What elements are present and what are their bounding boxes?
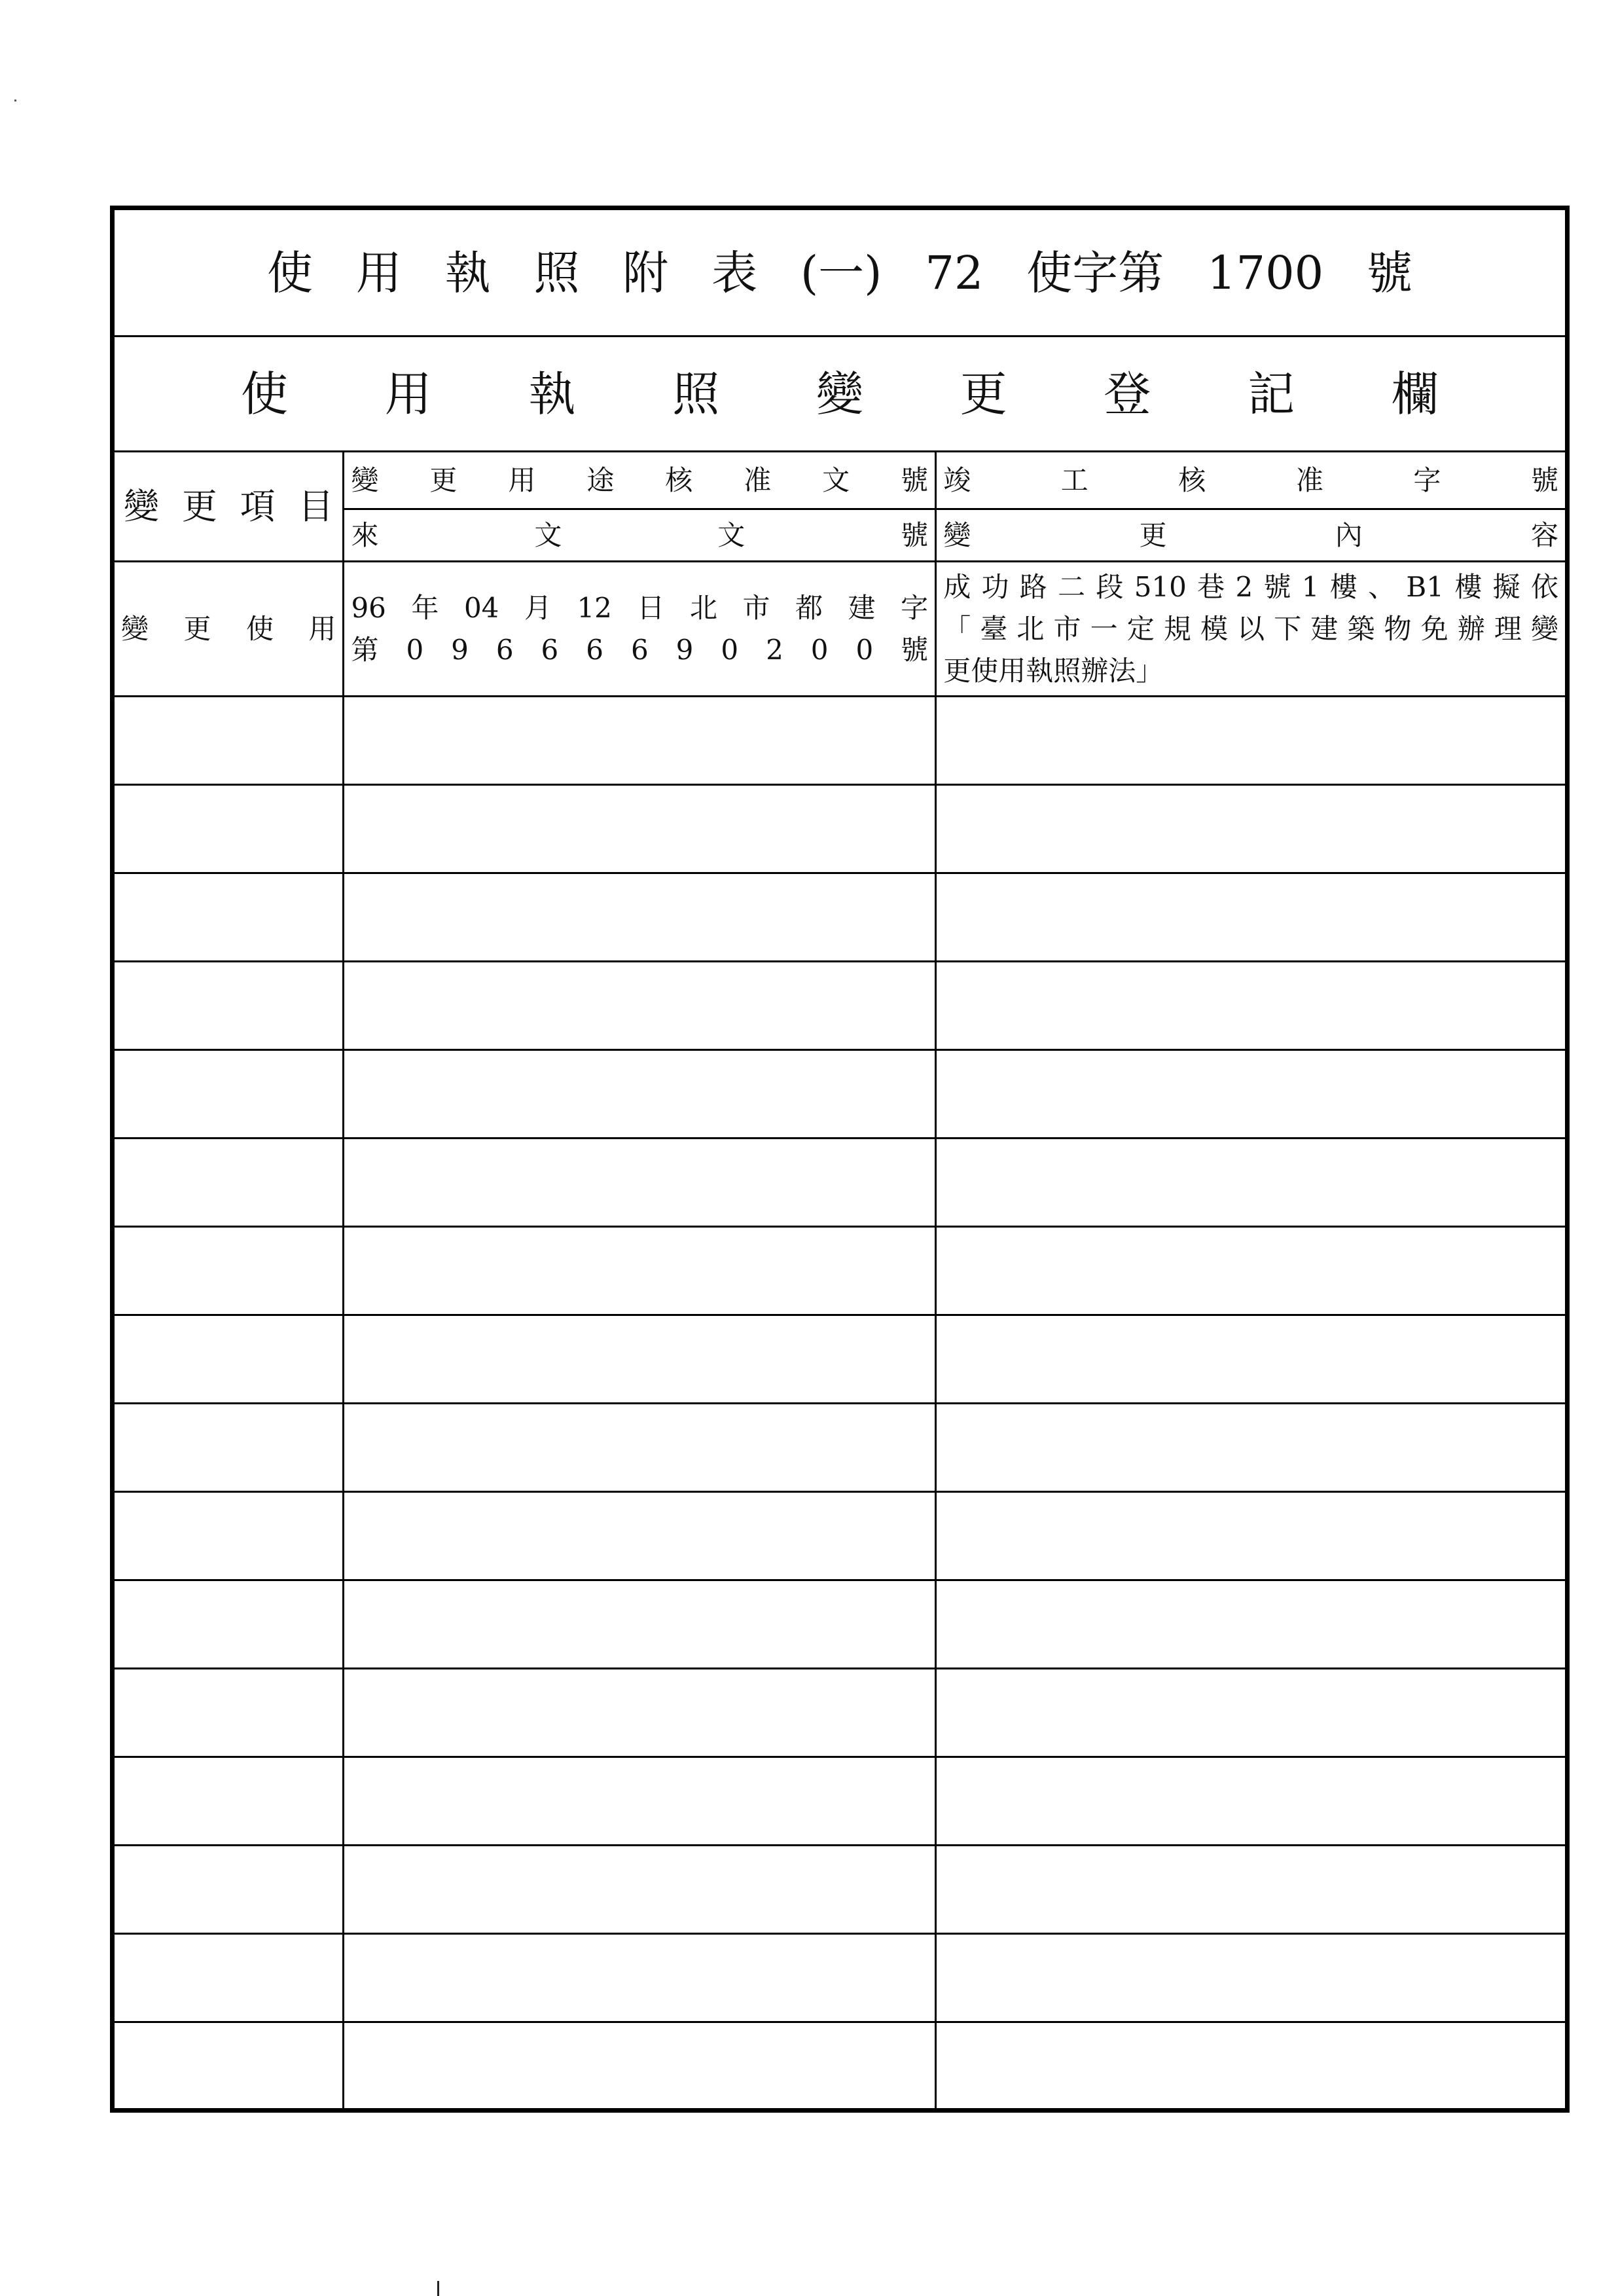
blank-cell <box>113 697 344 785</box>
glyph: 日 <box>637 591 665 624</box>
glyph: 6 <box>586 633 603 666</box>
blank-cell <box>113 1404 344 1492</box>
row-doc-no-cell <box>344 562 936 697</box>
glyph: 96 <box>351 591 386 624</box>
row-content-line-1 <box>943 566 1558 608</box>
glyph: 使字第 <box>1026 246 1164 300</box>
blank-cell <box>344 697 936 785</box>
header-row-1 <box>113 452 1568 509</box>
glyph: (一) <box>800 246 882 300</box>
glyph: 12 <box>577 591 612 624</box>
glyph: 樓 <box>1329 570 1357 603</box>
blank-cell <box>344 1139 936 1227</box>
title-row <box>113 208 1568 337</box>
glyph: 免 <box>1420 612 1448 645</box>
header-item-cell <box>113 452 344 562</box>
blank-cell <box>113 785 344 873</box>
scan-mark <box>437 2281 439 2296</box>
change-registration-table <box>110 206 1570 2113</box>
blank-row <box>113 1669 1568 1757</box>
blank-cell <box>936 1139 1568 1227</box>
glyph: 月 <box>524 591 552 624</box>
glyph: 更 <box>960 366 1007 422</box>
blank-cell <box>344 1934 936 2022</box>
header-completion-cell <box>936 452 1568 509</box>
glyph: 0 <box>721 633 739 666</box>
blank-cell <box>113 1139 344 1227</box>
glyph: 變 <box>816 366 863 422</box>
row-content-line-2 <box>943 608 1558 650</box>
glyph: 變 <box>1530 612 1558 645</box>
form-title <box>267 246 1412 300</box>
glyph: 來 <box>351 519 379 551</box>
subtitle-cell <box>113 337 1568 452</box>
title-cell <box>113 208 1568 337</box>
glyph: 510 <box>1134 570 1187 603</box>
blank-cell <box>113 962 344 1050</box>
header-change-content <box>943 519 1558 551</box>
glyph: 、 <box>1368 570 1396 603</box>
glyph: 工 <box>1060 464 1088 496</box>
glyph: 更 <box>429 464 458 496</box>
glyph: 文 <box>822 464 850 496</box>
blank-row <box>113 1139 1568 1227</box>
glyph: 定 <box>1126 612 1155 645</box>
blank-cell <box>936 1757 1568 1846</box>
glyph: 功 <box>981 570 1009 603</box>
glyph: 使 <box>241 366 289 422</box>
blank-cell <box>936 962 1568 1050</box>
glyph: 一 <box>1090 612 1118 645</box>
row-item-cell <box>113 562 344 697</box>
glyph: 北 <box>1016 612 1045 645</box>
blank-cell <box>113 1050 344 1139</box>
glyph: 市 <box>1053 612 1081 645</box>
blank-cell <box>344 1404 936 1492</box>
blank-row <box>113 1757 1568 1846</box>
glyph: B1 <box>1406 570 1444 603</box>
glyph: 辦 <box>1457 612 1485 645</box>
glyph: 樓 <box>1454 570 1483 603</box>
glyph: 成 <box>943 570 971 603</box>
glyph: 72 <box>925 246 984 300</box>
glyph: 更 <box>1139 519 1167 551</box>
glyph: 核 <box>1178 464 1206 496</box>
glyph: 記 <box>1248 366 1295 422</box>
blank-cell <box>113 1227 344 1315</box>
glyph: 用 <box>508 464 536 496</box>
glyph: 准 <box>1295 464 1323 496</box>
glyph: 竣 <box>943 464 971 496</box>
row-change-item <box>121 608 336 650</box>
blank-cell <box>344 1757 936 1846</box>
glyph: 用 <box>308 612 336 645</box>
glyph: 年 <box>411 591 439 624</box>
glyph: 內 <box>1335 519 1363 551</box>
glyph: 9 <box>675 633 694 666</box>
glyph: 號 <box>901 519 929 551</box>
blank-row <box>113 1404 1568 1492</box>
row-doc-no-line-1 <box>351 587 928 629</box>
glyph: 第 <box>351 633 379 666</box>
glyph: 理 <box>1494 612 1522 645</box>
glyph: 市 <box>742 591 770 624</box>
glyph: 號 <box>1530 464 1558 496</box>
blank-cell <box>113 873 344 962</box>
blank-cell <box>344 1315 936 1404</box>
blank-cell <box>936 1669 1568 1757</box>
blank-row <box>113 1315 1568 1404</box>
blank-cell <box>936 1050 1568 1139</box>
scan-speck <box>14 100 16 101</box>
blank-cell <box>344 962 936 1050</box>
glyph: 照 <box>533 246 580 300</box>
table-row <box>113 562 1568 697</box>
glyph: 號 <box>1263 570 1291 603</box>
blank-row <box>113 1227 1568 1315</box>
glyph: 字 <box>1413 464 1441 496</box>
blank-row <box>113 1492 1568 1580</box>
glyph: 6 <box>495 633 514 666</box>
glyph: 用 <box>384 366 432 422</box>
blank-cell <box>936 1315 1568 1404</box>
blank-row <box>113 873 1568 962</box>
glyph: 文 <box>717 519 746 551</box>
glyph: 1700 <box>1207 246 1324 300</box>
header-approval-doc-no <box>351 464 929 496</box>
glyph: 1 <box>1301 570 1320 603</box>
glyph: 途 <box>586 464 615 496</box>
glyph: 路 <box>1019 570 1047 603</box>
glyph: 變 <box>124 485 159 527</box>
glyph: 變 <box>121 612 149 645</box>
blank-cell <box>344 2022 936 2111</box>
glyph: 臺 <box>980 612 1008 645</box>
blank-row <box>113 697 1568 785</box>
glyph: 巷 <box>1197 570 1225 603</box>
glyph: 表 <box>711 246 758 300</box>
header-incoming-cell <box>344 509 936 562</box>
glyph: 准 <box>744 464 772 496</box>
blank-cell <box>113 1757 344 1846</box>
blank-cell <box>936 1580 1568 1669</box>
blank-cell <box>344 1846 936 1934</box>
blank-cell <box>344 1580 936 1669</box>
glyph: 附 <box>622 246 669 300</box>
row-content-line-3: 更使用執照辦法」 <box>943 654 1164 687</box>
glyph: 6 <box>630 633 649 666</box>
blank-row <box>113 1846 1568 1934</box>
glyph: 號 <box>901 633 929 666</box>
blank-cell <box>936 697 1568 785</box>
blank-cell <box>113 1492 344 1580</box>
row-doc-no-line-2 <box>351 629 928 671</box>
row-content-cell <box>936 562 1568 697</box>
header-incoming-doc-no <box>351 519 929 551</box>
glyph: 04 <box>463 591 499 624</box>
glyph: 照 <box>672 366 720 422</box>
blank-row <box>113 1050 1568 1139</box>
glyph: 0 <box>855 633 874 666</box>
blank-row <box>113 962 1568 1050</box>
glyph: 項 <box>240 485 276 527</box>
glyph: 使 <box>245 612 274 645</box>
glyph: 模 <box>1200 612 1228 645</box>
blank-cell <box>936 1404 1568 1492</box>
blank-cell <box>936 1846 1568 1934</box>
blank-cell <box>344 1050 936 1139</box>
glyph: 核 <box>665 464 693 496</box>
use-permit-change-form <box>110 206 1570 2113</box>
blank-cell <box>936 1934 1568 2022</box>
glyph: 字 <box>901 591 929 624</box>
blank-cell <box>936 1492 1568 1580</box>
blank-cell <box>113 1315 344 1404</box>
glyph: 9 <box>451 633 469 666</box>
subtitle-row <box>113 337 1568 452</box>
glyph: 「 <box>943 612 971 645</box>
blank-cell <box>936 873 1568 962</box>
glyph: 6 <box>541 633 559 666</box>
glyph: 更 <box>181 485 217 527</box>
blank-cell <box>344 785 936 873</box>
glyph: 執 <box>528 366 576 422</box>
glyph: 容 <box>1530 519 1558 551</box>
glyph: 物 <box>1384 612 1412 645</box>
blank-row <box>113 1934 1568 2022</box>
glyph: 欄 <box>1391 366 1439 422</box>
glyph: 以 <box>1237 612 1265 645</box>
glyph: 都 <box>795 591 823 624</box>
header-change-item <box>121 485 336 527</box>
blank-cell <box>344 1227 936 1315</box>
glyph: 使 <box>267 246 313 300</box>
blank-row <box>113 2022 1568 2111</box>
glyph: 建 <box>1310 612 1339 645</box>
glyph: 用 <box>355 246 402 300</box>
blank-row <box>113 785 1568 873</box>
header-completion-no <box>943 464 1558 496</box>
header-content-cell <box>936 509 1568 562</box>
blank-cell <box>344 873 936 962</box>
glyph: 號 <box>1366 246 1412 300</box>
glyph: 依 <box>1530 570 1558 603</box>
glyph: 執 <box>444 246 491 300</box>
glyph: 建 <box>848 591 876 624</box>
glyph: 2 <box>766 633 783 666</box>
blank-cell <box>113 2022 344 2111</box>
glyph: 0 <box>406 633 424 666</box>
glyph: 北 <box>689 591 717 624</box>
blank-cell <box>936 1227 1568 1315</box>
glyph: 2 <box>1235 570 1253 603</box>
blank-cell <box>936 2022 1568 2111</box>
blank-cell <box>936 785 1568 873</box>
glyph: 變 <box>943 519 971 551</box>
blank-cell <box>113 1580 344 1669</box>
blank-cell <box>344 1669 936 1757</box>
glyph: 登 <box>1104 366 1151 422</box>
blank-cell <box>113 1846 344 1934</box>
glyph: 號 <box>901 464 929 496</box>
glyph: 下 <box>1274 612 1302 645</box>
glyph: 更 <box>183 612 211 645</box>
glyph: 0 <box>810 633 829 666</box>
blank-cell <box>113 1669 344 1757</box>
glyph: 築 <box>1347 612 1375 645</box>
header-approval-cell <box>344 452 936 509</box>
blank-row <box>113 1580 1568 1669</box>
glyph: 擬 <box>1492 570 1520 603</box>
glyph: 變 <box>351 464 379 496</box>
glyph: 二 <box>1058 570 1086 603</box>
blank-cell <box>113 1934 344 2022</box>
form-subtitle <box>241 366 1439 422</box>
glyph: 段 <box>1096 570 1124 603</box>
glyph: 規 <box>1163 612 1191 645</box>
glyph: 目 <box>298 485 334 527</box>
glyph: 文 <box>534 519 562 551</box>
blank-cell <box>344 1492 936 1580</box>
